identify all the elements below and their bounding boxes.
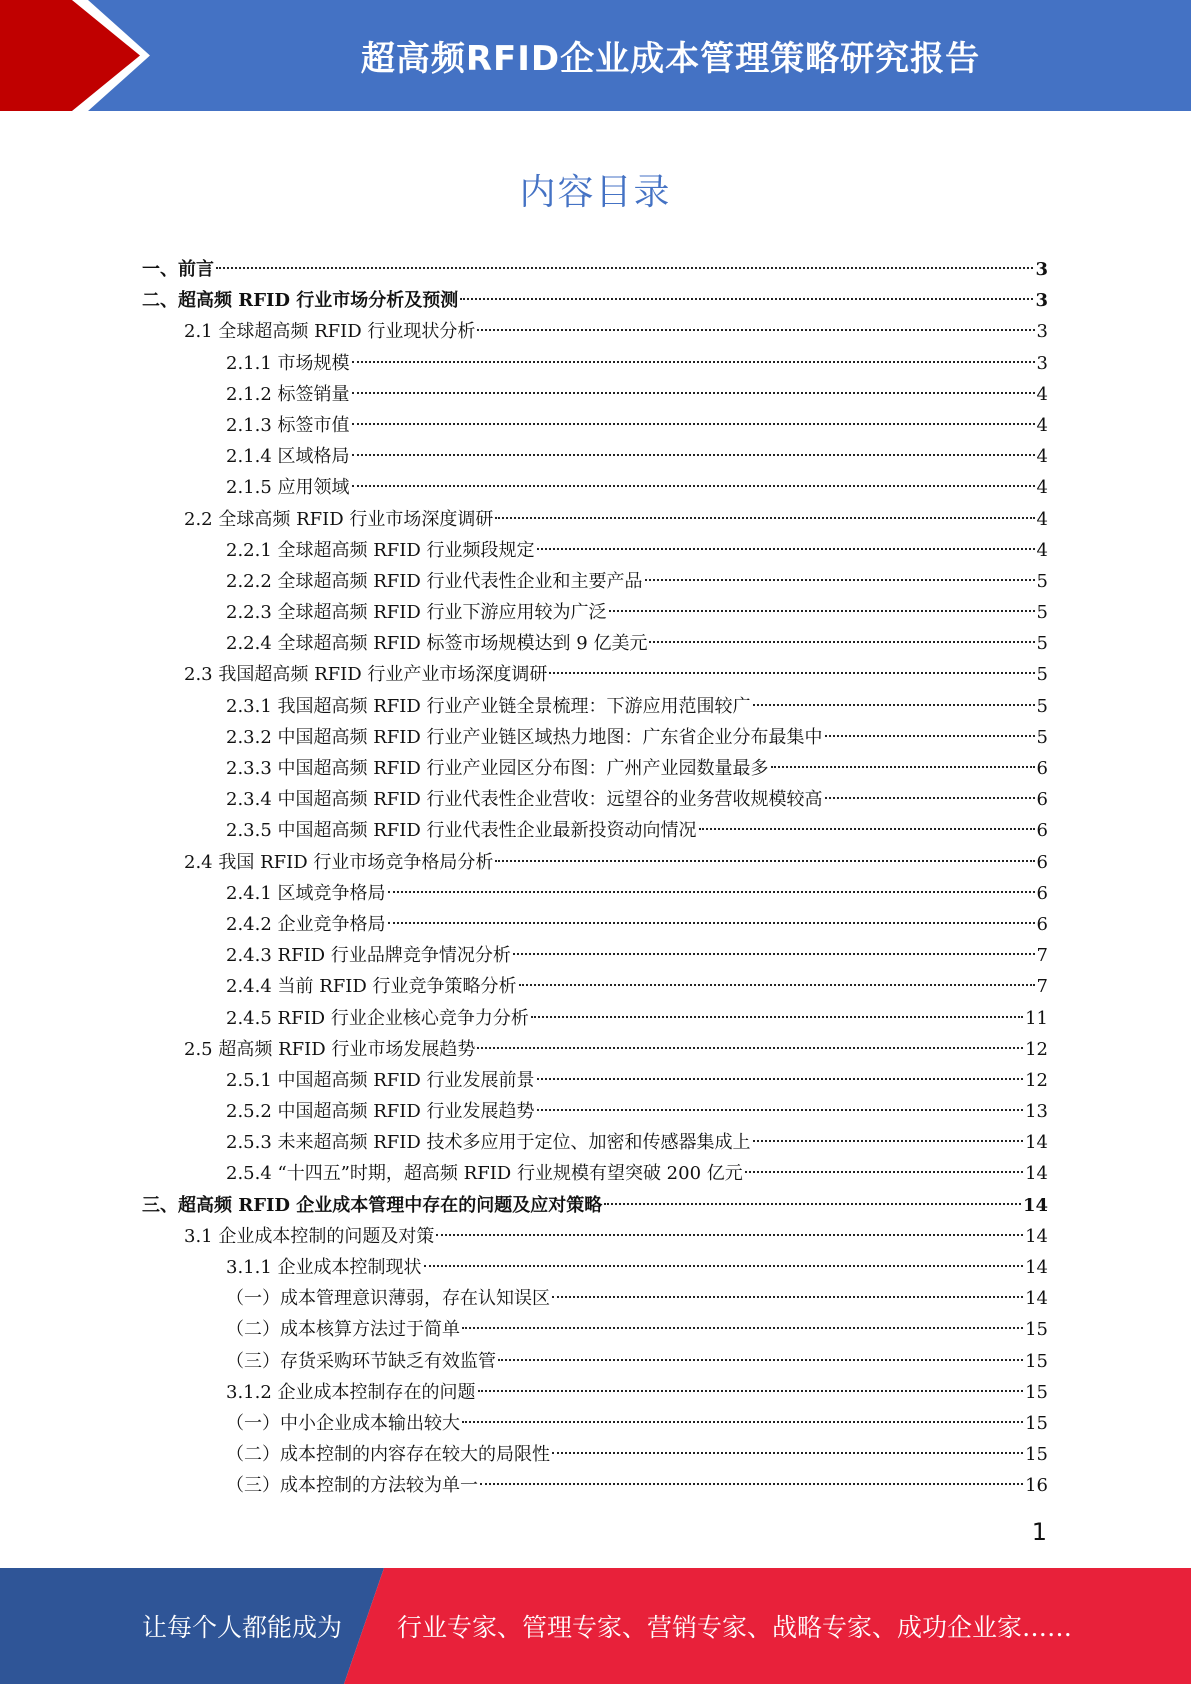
toc-entry[interactable]: [142, 1470, 1048, 1501]
toc-entry[interactable]: [142, 1221, 1048, 1252]
toc-entry-page: 14: [1025, 1225, 1048, 1247]
dot-leader: [352, 361, 1035, 363]
dot-leader: [537, 1078, 1024, 1080]
toc-entry[interactable]: [142, 691, 1048, 722]
table-of-contents: [142, 254, 1048, 1502]
toc-entry-title: 2.2.2 全球超高频 RFID 行业代表性企业和主要产品: [226, 570, 643, 592]
toc-entry-page: 14: [1025, 1163, 1048, 1185]
toc-entry-page: 15: [1025, 1350, 1048, 1372]
toc-entry-page: 12: [1025, 1038, 1048, 1060]
toc-entry-title: 2.3.3 中国超高频 RFID 行业产业园区分布图：广州产业园数量最多: [226, 758, 769, 779]
toc-entry-page: 4: [1036, 383, 1048, 405]
toc-entry[interactable]: [142, 285, 1048, 316]
footer-slogan-right: 行业专家、管理专家、营销专家、战略专家、成功企业家……: [397, 1613, 1073, 1642]
toc-entry-title: 2.5.4 “十四五”时期，超高频 RFID 行业规模有望突破 200 亿元: [226, 1163, 743, 1185]
toc-entry-page: 5: [1036, 633, 1048, 655]
toc-entry-title: （一）中小企业成本输出较大: [226, 1412, 460, 1434]
toc-entry-page: 6: [1036, 851, 1048, 873]
toc-entry-page: 14: [1025, 1288, 1048, 1310]
report-title: 超高频RFID企业成本管理策略研究报告: [360, 39, 981, 79]
toc-entry-page: 11: [1025, 1007, 1048, 1029]
toc-entry-title: 2.4.1 区域竞争格局: [226, 882, 386, 904]
toc-entry-page: 13: [1025, 1101, 1048, 1123]
dot-leader: [352, 454, 1035, 456]
toc-entry-page: 6: [1036, 882, 1048, 904]
toc-entry[interactable]: [142, 1003, 1048, 1034]
dot-leader: [498, 1359, 1023, 1361]
toc-entry[interactable]: [142, 1283, 1048, 1314]
toc-entry-title: 2.2.1 全球超高频 RFID 行业频段规定: [226, 539, 535, 561]
dot-leader: [424, 1265, 1024, 1267]
page-footer: [0, 1568, 1191, 1684]
dot-leader: [477, 1047, 1023, 1049]
dot-leader: [513, 953, 1035, 955]
dot-leader: [552, 1296, 1023, 1298]
toc-entry[interactable]: [142, 597, 1048, 628]
dot-leader: [825, 735, 1035, 737]
toc-entry-title: 2.4.2 企业竞争格局: [226, 913, 386, 935]
dot-leader: [495, 517, 1034, 519]
toc-entry-page: 5: [1036, 570, 1048, 592]
toc-entry-title: 3.1.1 企业成本控制现状: [226, 1257, 422, 1278]
toc-entry-page: 15: [1025, 1381, 1048, 1403]
page-header: [0, 0, 1191, 111]
toc-entry-title: 2.3.2 中国超高频 RFID 行业产业链区域热力地图：广东省企业分布最集中: [226, 726, 823, 748]
toc-entry[interactable]: [142, 1252, 1048, 1283]
toc-entry[interactable]: [142, 348, 1048, 379]
toc-entry[interactable]: [142, 1034, 1048, 1065]
dot-leader: [480, 1483, 1023, 1485]
dot-leader: [352, 423, 1035, 425]
toc-entry-title: 2.1.4 区域格局: [226, 446, 350, 468]
toc-entry-title: （三）存货采购环节缺乏有效监管: [226, 1350, 496, 1372]
toc-entry[interactable]: [142, 971, 1048, 1002]
toc-entry[interactable]: [142, 784, 1048, 815]
dot-leader: [352, 485, 1035, 487]
toc-entry[interactable]: [142, 1346, 1048, 1377]
toc-entry-page: 6: [1036, 789, 1048, 811]
toc-entry[interactable]: [142, 815, 1048, 846]
toc-entry[interactable]: [142, 722, 1048, 753]
dot-leader: [645, 579, 1035, 581]
toc-entry-title: 2.3.1 我国超高频 RFID 行业产业链全景梳理：下游应用范围较广: [226, 695, 751, 717]
toc-entry[interactable]: [142, 566, 1048, 597]
dot-leader: [537, 548, 1035, 550]
toc-entry-page: 5: [1036, 726, 1048, 748]
toc-entry-title: 一、前言: [142, 259, 214, 280]
toc-entry-page: 14: [1022, 1194, 1048, 1216]
dot-leader: [649, 641, 1034, 643]
toc-entry-page: 14: [1025, 1132, 1048, 1154]
toc-entry[interactable]: [142, 628, 1048, 659]
toc-entry[interactable]: [142, 379, 1048, 410]
toc-entry[interactable]: [142, 1158, 1048, 1189]
toc-entry[interactable]: [142, 909, 1048, 940]
dot-leader: [753, 1140, 1024, 1142]
toc-entry-title: 2.5 超高频 RFID 行业市场发展趋势: [184, 1038, 476, 1060]
dot-leader: [531, 1016, 1023, 1018]
dot-leader: [745, 1171, 1023, 1173]
toc-entry-title: 2.4.3 RFID 行业品牌竞争情况分析: [226, 945, 511, 967]
dot-leader: [549, 672, 1034, 674]
toc-entry-page: 16: [1025, 1475, 1048, 1497]
toc-entry-page: 15: [1025, 1319, 1048, 1341]
toc-entry-title: 2.1 全球超高频 RFID 行业现状分析: [184, 321, 476, 343]
toc-entry-page: 14: [1025, 1257, 1048, 1278]
dot-leader: [388, 922, 1035, 924]
toc-entry[interactable]: [142, 1314, 1048, 1345]
toc-entry-page: 4: [1036, 477, 1048, 499]
toc-heading: 内容目录: [519, 172, 672, 213]
toc-entry-page: 4: [1036, 539, 1048, 561]
toc-entry-page: 3: [1036, 352, 1048, 374]
toc-entry[interactable]: [142, 847, 1048, 878]
dot-leader: [825, 797, 1035, 799]
dot-leader: [462, 1421, 1023, 1423]
dot-leader: [609, 610, 1035, 612]
toc-entry-page: 6: [1036, 913, 1048, 935]
toc-entry[interactable]: [142, 441, 1048, 472]
toc-entry[interactable]: [142, 504, 1048, 535]
chevron-arrow-icon: [0, 0, 160, 111]
dot-leader: [537, 1109, 1024, 1111]
toc-entry[interactable]: [142, 1377, 1048, 1408]
toc-entry[interactable]: [142, 753, 1048, 784]
toc-entry-page: 15: [1025, 1412, 1048, 1434]
toc-entry[interactable]: [142, 1127, 1048, 1158]
toc-entry-title: （一）成本管理意识薄弱，存在认知误区: [226, 1288, 550, 1310]
toc-entry-title: 2.4.5 RFID 行业企业核心竞争力分析: [226, 1007, 529, 1029]
dot-leader: [771, 766, 1035, 768]
toc-entry-title: 三、超高频 RFID 企业成本管理中存在的问题及应对策略: [142, 1194, 603, 1216]
toc-entry-title: 2.2.4 全球超高频 RFID 标签市场规模达到 9 亿美元: [226, 633, 648, 655]
toc-entry-title: 2.3 我国超高频 RFID 行业产业市场深度调研: [184, 664, 548, 686]
toc-entry[interactable]: [142, 472, 1048, 503]
dot-leader: [436, 1234, 1023, 1236]
toc-entry[interactable]: [142, 1190, 1048, 1221]
toc-entry-title: 2.2.3 全球超高频 RFID 行业下游应用较为广泛: [226, 602, 607, 624]
dot-leader: [478, 1390, 1024, 1392]
dot-leader: [462, 1327, 1023, 1329]
toc-entry-page: 3: [1035, 259, 1048, 280]
toc-entry[interactable]: [142, 940, 1048, 971]
toc-entry-page: 4: [1036, 508, 1048, 530]
toc-entry-title: 3.1.2 企业成本控制存在的问题: [226, 1381, 476, 1403]
toc-entry-title: 2.4.4 当前 RFID 行业竞争策略分析: [226, 976, 517, 998]
dot-leader: [352, 392, 1035, 394]
toc-entry-page: 7: [1036, 976, 1048, 998]
toc-entry-page: 3: [1036, 321, 1048, 343]
toc-entry-title: 2.1.3 标签市值: [226, 414, 350, 436]
dot-leader: [460, 298, 1033, 300]
toc-entry[interactable]: [142, 1065, 1048, 1096]
toc-entry-title: 2.1.5 应用领域: [226, 477, 350, 499]
toc-entry-page: 5: [1036, 695, 1048, 717]
toc-entry-page: 15: [1025, 1444, 1048, 1466]
dot-leader: [216, 267, 1033, 269]
toc-entry-title: 2.3.4 中国超高频 RFID 行业代表性企业营收：远望谷的业务营收规模较高: [226, 789, 823, 811]
toc-entry-page: 7: [1036, 945, 1048, 967]
toc-entry-title: 2.2 全球高频 RFID 行业市场深度调研: [184, 508, 494, 530]
toc-entry-title: 2.1.1 市场规模: [226, 352, 350, 374]
toc-entry-title: 二、超高频 RFID 行业市场分析及预测: [142, 290, 459, 312]
dot-leader: [699, 828, 1035, 830]
toc-entry-title: （二）成本核算方法过于简单: [226, 1319, 460, 1341]
toc-entry[interactable]: [142, 659, 1048, 690]
toc-entry[interactable]: [142, 316, 1048, 347]
footer-slogan-left: 让每个人都能成为: [142, 1613, 343, 1642]
dot-leader: [552, 1452, 1023, 1454]
toc-entry-title: （三）成本控制的方法较为单一: [226, 1475, 478, 1497]
dot-leader: [604, 1203, 1021, 1205]
page-number: 1: [1031, 1518, 1047, 1546]
toc-entry-title: （二）成本控制的内容存在较大的局限性: [226, 1444, 550, 1466]
toc-entry-page: 12: [1025, 1069, 1048, 1091]
toc-entry-title: 2.1.2 标签销量: [226, 383, 350, 405]
toc-entry[interactable]: [142, 1439, 1048, 1470]
toc-entry-page: 6: [1036, 758, 1048, 779]
toc-entry-title: 2.5.1 中国超高频 RFID 行业发展前景: [226, 1069, 535, 1091]
toc-entry-page: 5: [1036, 602, 1048, 624]
toc-entry[interactable]: [142, 535, 1048, 566]
toc-entry-page: 5: [1036, 664, 1048, 686]
toc-entry[interactable]: [142, 1096, 1048, 1127]
toc-entry-title: 2.4 我国 RFID 行业市场竞争格局分析: [184, 851, 494, 873]
toc-entry[interactable]: [142, 878, 1048, 909]
toc-entry-title: 2.3.5 中国超高频 RFID 行业代表性企业最新投资动向情况: [226, 820, 697, 842]
toc-entry[interactable]: [142, 410, 1048, 441]
dot-leader: [388, 891, 1035, 893]
toc-entry-title: 3.1 企业成本控制的问题及对策: [184, 1225, 435, 1247]
dot-leader: [495, 860, 1034, 862]
dot-leader: [753, 704, 1035, 706]
dot-leader: [519, 984, 1035, 986]
toc-entry-page: 3: [1035, 290, 1048, 312]
toc-entry-page: 6: [1036, 820, 1048, 842]
toc-entry-page: 4: [1036, 446, 1048, 468]
toc-entry[interactable]: [142, 254, 1048, 285]
toc-entry-title: 2.5.3 未来超高频 RFID 技术多应用于定位、加密和传感器集成上: [226, 1132, 751, 1154]
toc-entry[interactable]: [142, 1408, 1048, 1439]
dot-leader: [477, 329, 1034, 331]
toc-entry-page: 4: [1036, 414, 1048, 436]
toc-entry-title: 2.5.2 中国超高频 RFID 行业发展趋势: [226, 1101, 535, 1123]
